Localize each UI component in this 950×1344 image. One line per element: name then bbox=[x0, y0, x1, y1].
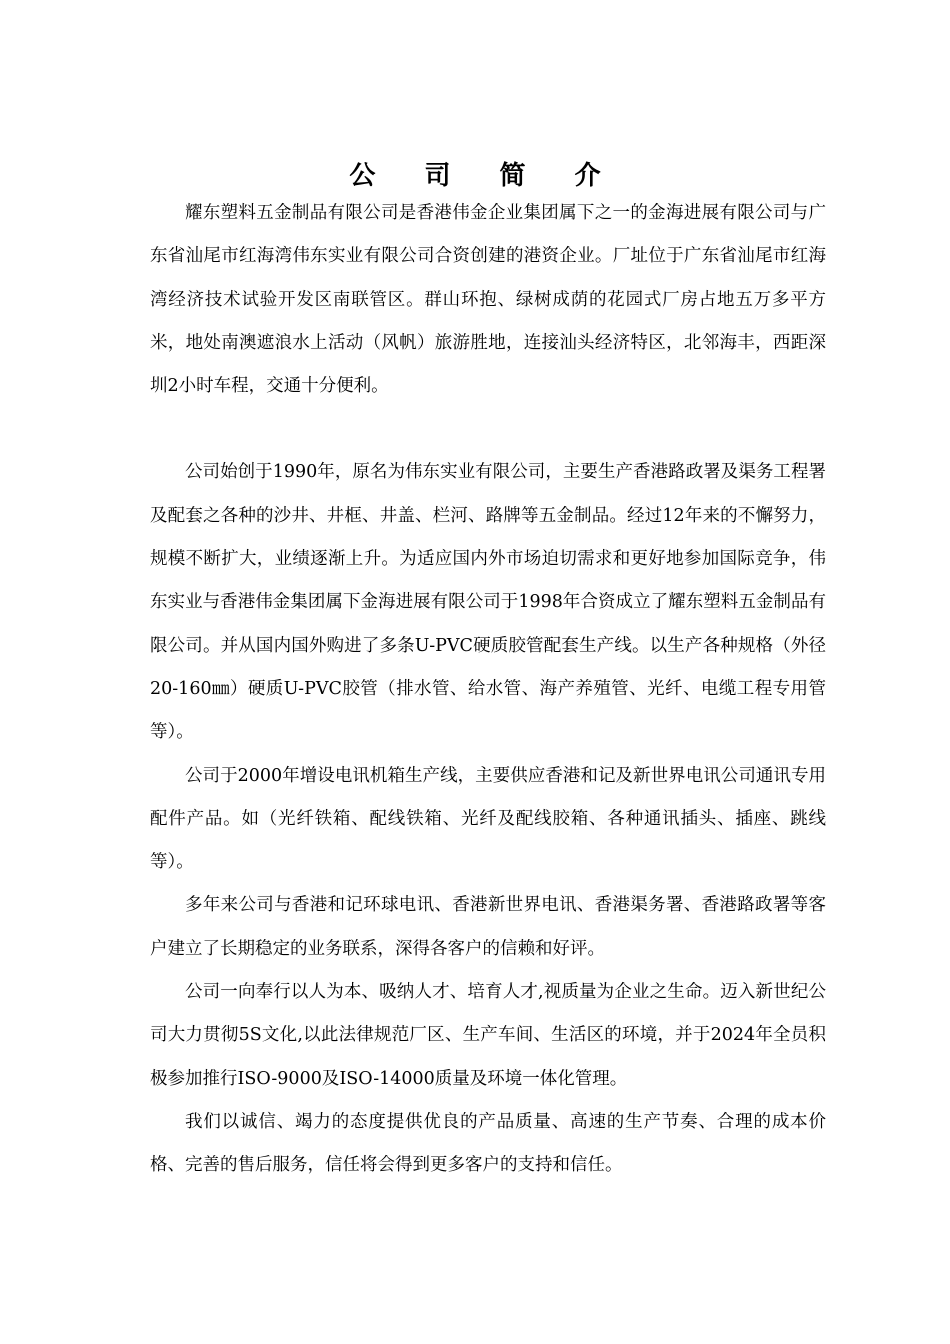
document-body bbox=[150, 192, 826, 1188]
paragraph-intro: 耀东塑料五金制品有限公司是香港伟金企业集团属下之一的金海进展有限公司与广东省汕尾市红海湾伟东实业有限公司合资创建的港资企业。厂址位于广东省汕尾市红海湾经济技术试验开发区南联管区。群山环抱、绿树成荫的花园式厂房占地五万多平方米，地处南澳遮浪水上活动（风帆）旅游胜地，连接汕头经济特区，北邻海丰，西距深圳2小时车程，交通十分便利。 bbox=[150, 203, 826, 397]
paragraph-clients: 多年来公司与香港和记环球电讯、香港新世界电讯、香港渠务署、香港路政署等客户建立了长期稳定的业务联系，深得各客户的信赖和好评。 bbox=[150, 895, 826, 959]
paragraph-management: 公司一向奉行以人为本、吸纳人才、培育人才,视质量为企业之生命。迈入新世纪公司大力贯彻5S文化,以此法律规范厂区、生产车间、生活区的环境，并于2024年全员积极参加推行ISO-9000及ISO-14000质量及环境一体化管理。 bbox=[150, 982, 826, 1089]
paragraph-gap bbox=[150, 408, 826, 451]
paragraph-commitment: 我们以诚信、竭力的态度提供优良的产品质量、高速的生产节奏、合理的成本价格、完善的售后服务，信任将会得到更多客户的支持和信任。 bbox=[150, 1111, 826, 1176]
paragraph-telecom: 公司于2000年增设电讯机箱生产线，主要供应香港和记及新世界电讯公司通讯专用配件产品。如（光纤铁箱、配线铁箱、光纤及配线胶箱、各种通讯插头、插座、跳线等）。 bbox=[150, 765, 826, 873]
paragraph-history: 公司始创于1990年，原名为伟东实业有限公司，主要生产香港路政署及渠务工程署及配套之各种的沙井、井框、井盖、栏河、路牌等五金制品。经过12年来的不懈努力，规模不断扩大，业绩逐渐上升。为适应国内外市场迫切需求和更好地参加国际竞争，伟东实业与香港伟金集团属下金海进展有限公司于1998年合资成立了耀东塑料五金制品有限公司。并从国内国外购进了多条U-PVC硬质胶管配套生产线。以生产各种规格（外径20-160㎜）硬质U-PVC胶管（排水管、给水管、海产养殖管、光纤、电缆工程专用管等）。 bbox=[150, 462, 826, 743]
page-title: 公 司 简 介 bbox=[349, 161, 621, 191]
